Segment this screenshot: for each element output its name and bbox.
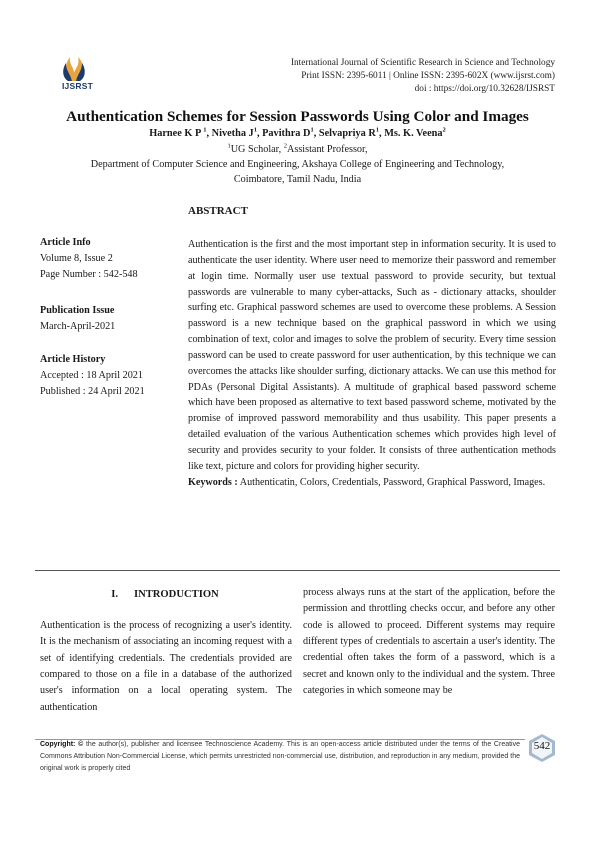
author-name: Pavithra D: [262, 128, 311, 139]
author-name: Selvapriya R: [318, 128, 376, 139]
keywords: [188, 475, 556, 491]
journal-doi[interactable]: doi : https://doi.org/10.32628/IJSRST: [414, 84, 555, 94]
introduction-left-column: Authentication is the process of recognizing a user's identity. It is the mechanism of associating an incoming request with a set of identifying credentials. The credentials provided are compared to those on a file in a database of the authorized user's information on a local operating system. The authentication: [40, 620, 292, 713]
location: Coimbatore, Tamil Nadu, India: [233, 174, 362, 185]
abstract-text: Authentication is the first and the most important step in information security. It is used to authenticate the user identity. Where user need to memorize their password and remember at login time. Normally user use textual password to provide security, but textual passwords are vulnerable to many cyber-attacks, Such as - dictionary attacks, shoulder surfing etc. Graphical password schemes are used to overcome these problems. A Session password is a new technique based on the graphical password in which we using combination of text, color and images to solve the problem of security. Every time session password can be used to create password for user authentication, by this technique we can overcomes the attacks like shoulder surfing, dictionary attacks. We can use this method for PDAs (Personal Digital Assistants). A multitude of graphical based password scheme which have been proposed as alternative to text based password scheme, motivated by the promise of improved password memorability and thus usability. This paper presents a detailed evaluation of the various Authentication schemes which provides high level of security and provides security to your folder. It consists of three authentication methods like text, picture and colors for providing higher security.: [188, 239, 556, 472]
paper-title: Authentication Schemes for Session Passwords Using Color and Images: [66, 108, 529, 125]
accepted-date: Accepted : 18 April 2021: [40, 370, 143, 381]
introduction-heading: I. INTRODUCTION: [111, 589, 219, 600]
section-divider: [35, 570, 560, 571]
journal-logo: [50, 53, 100, 95]
journal-name: International Journal of Scientific Research in Science and Technology: [290, 58, 555, 68]
article-volume: Volume 8, Issue 2: [40, 253, 113, 264]
author-roles: $^1$UG Scholar, $^2$Assistant Professor,: [227, 142, 368, 155]
author-name: Nivetha J: [211, 128, 254, 139]
copyright-text: the author(s), publisher and licensee Technoscience Academy. This is an open-access article distributed under the terms of the Creative Commons Attribution Non-Commercial License, which permits unrestricted non-commercial use, distribution, and reproduction in any medium, provided the original work is properly cited: [40, 741, 520, 773]
department: Department of Computer Science and Engineering, Akshaya College of Engineering and Technology,: [90, 159, 505, 170]
keywords-list: Authenticatin, Colors, Credentials, Password, Graphical Password, Images.: [239, 476, 546, 488]
publication-issue: March-April-2021: [40, 321, 116, 332]
page-number: 542: [533, 740, 551, 752]
article-history-heading: Article History: [40, 354, 106, 365]
author-name: Harnee K P: [149, 128, 201, 139]
publication-issue-heading: Publication Issue: [40, 305, 115, 316]
published-date: Published : 24 April 2021: [40, 386, 145, 397]
introduction-right-column: process always runs at the start of the application, before the permission and throttling checks occur, and before any other code is allowed to proceed. Different systems may require different types of credentials to ascertain a user's identity. The credential often takes the form of a password, which is a secret and known only to the individual and the system. Three categories in which someone may be: [303, 587, 555, 697]
abstract-body: [188, 237, 556, 491]
flame-logo-icon: [50, 53, 100, 83]
keywords-label: Keywords :: [188, 476, 238, 488]
journal-issn: Print ISSN: 2395-6011 | Online ISSN: 2395-602X (www.ijsrst.com): [301, 71, 555, 81]
copyright-label: Copyright: ©: [40, 741, 84, 748]
logo-text: IJSRST: [62, 81, 93, 91]
copyright-notice: [40, 739, 520, 776]
journal-header: [291, 57, 555, 96]
author-list: Harnee K P $^1$, Nivetha $J^1$, Pavithra $D^1$, Selvapriya $R^1$, Ms. K. Veena$^2$: [149, 126, 446, 139]
article-info-heading: Article Info: [40, 237, 91, 248]
abstract-heading: ABSTRACT: [188, 205, 248, 217]
author-name: Ms. K. Veena: [384, 128, 443, 139]
article-pages: Page Number : 542-548: [40, 269, 138, 280]
